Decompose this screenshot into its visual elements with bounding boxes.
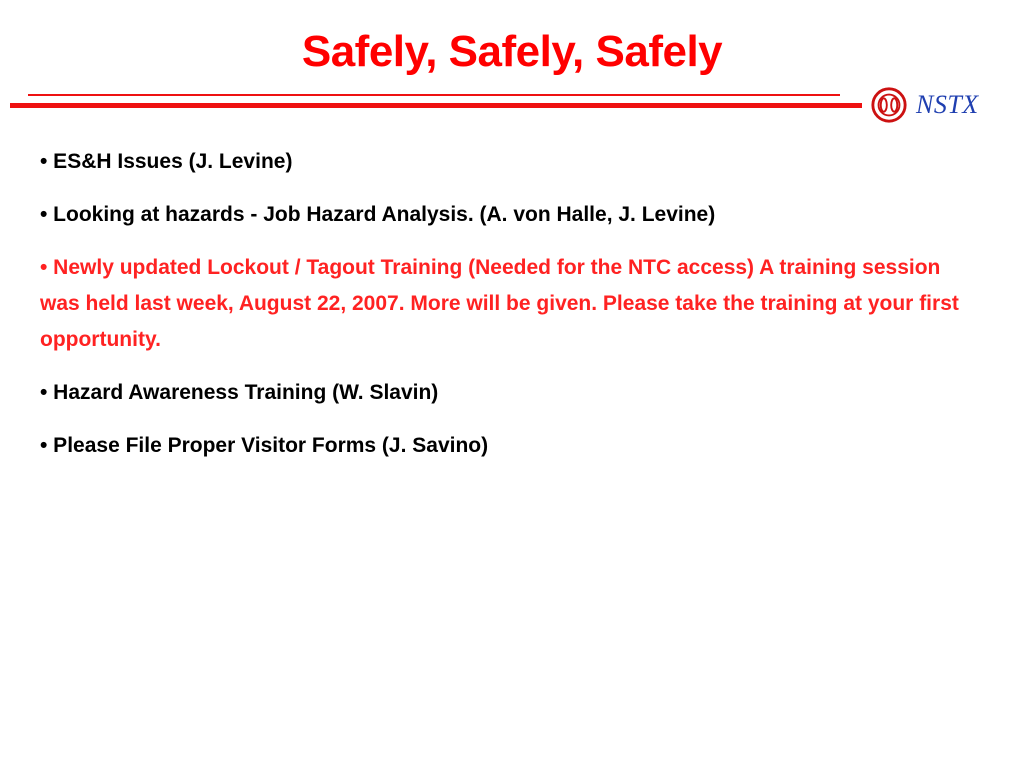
nstx-logo-text: NSTX	[916, 90, 979, 119]
nstx-logo-mark-icon	[870, 86, 908, 124]
bullet-esh-issues: • ES&H Issues (J. Levine)	[40, 150, 293, 173]
bullet-lockout-tagout-training: • Newly updated Lockout / Tagout Training (Needed for the NTC access) A training session was held last week, August 22, 2007. More will be given. Please take the training at your first opportunity.	[40, 256, 959, 351]
title-underline-thick	[10, 103, 862, 108]
bullet-visitor-forms: • Please File Proper Visitor Forms (J. Savino)	[40, 434, 489, 457]
slide-title: Safely, Safely, Safely	[301, 27, 723, 76]
nstx-logo	[870, 84, 1006, 126]
bullet-list	[40, 144, 980, 481]
bullet-hazard-awareness-training: • Hazard Awareness Training (W. Slavin)	[40, 381, 439, 404]
bullet-job-hazard-analysis: • Looking at hazards - Job Hazard Analysis. (A. von Halle, J. Levine)	[40, 203, 716, 226]
title-underline-thin	[28, 94, 840, 96]
title-underline	[10, 93, 870, 117]
